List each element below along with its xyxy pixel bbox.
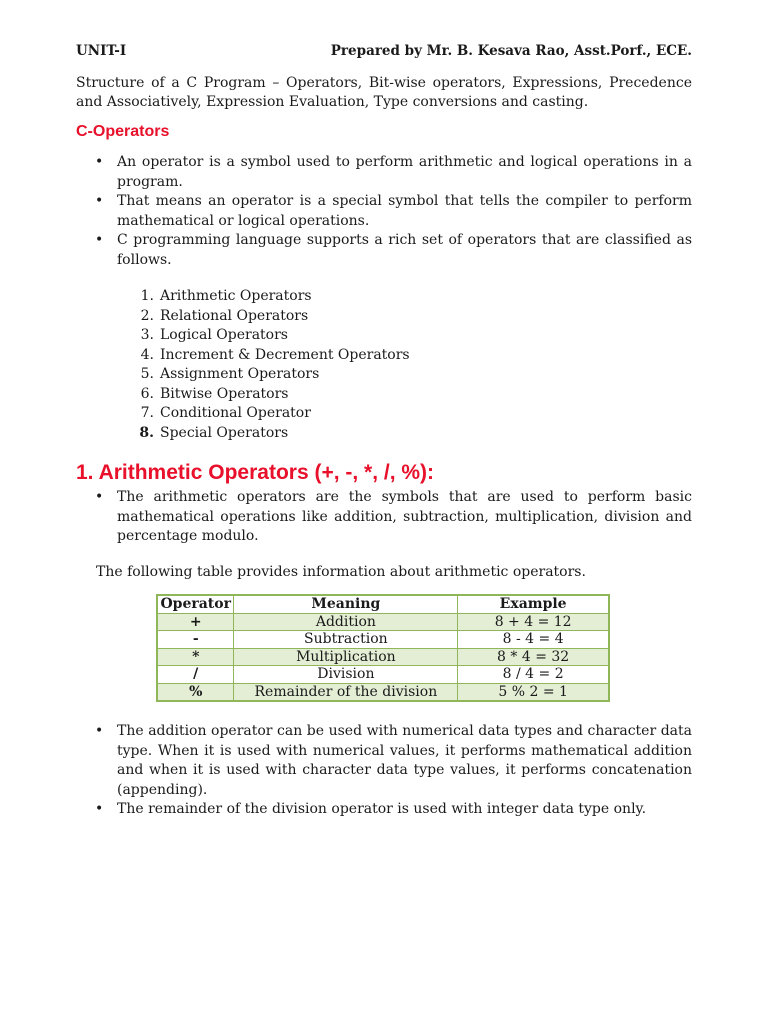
list-item: • The remainder of the division operator is used with integer data type only. — [117, 800, 692, 820]
operator-bullets — [76, 153, 692, 270]
list-item: • The arithmetic operators are the symbols that are used to perform basic mathematical operations like addition, subtraction, multiplication, division and percentage modulo. — [117, 488, 692, 547]
arithmetic-heading: 1. Arithmetic Operators (+, -, *, /, %): — [76, 461, 435, 484]
list-item: 3. Logical Operators — [140, 327, 288, 343]
table-row: % Remainder of the division 5 % 2 = 1 — [157, 683, 609, 701]
list-item: 2. Relational Operators — [140, 307, 309, 324]
arithmetic-bullets — [76, 488, 692, 547]
column-header: Meaning — [234, 595, 458, 613]
table-row: * Multiplication 8 * 4 = 32 — [157, 648, 609, 666]
list-item: • An operator is a symbol used to perform arithmetic and logical operations in a program. — [117, 153, 692, 192]
column-header: Example — [458, 595, 609, 613]
table-row: / Division 8 / 4 = 2 — [157, 666, 609, 684]
page-header — [76, 42, 692, 62]
notes-bullets — [76, 722, 692, 820]
list-item: • That means an operator is a special symbol that tells the compiler to perform mathematical or logical operations. — [117, 192, 692, 231]
list-item: • The addition operator can be used with numerical data types and character data type. When it is used with numerical values, it performs mathematical addition and when it is used with character data type values, it performs concatenation (appending). — [117, 722, 692, 800]
list-item: 8. Special Operators — [139, 424, 289, 441]
section-title: C-Operators — [76, 122, 170, 140]
list-item: 6. Bitwise Operators — [140, 385, 289, 402]
author-line: Prepared by Mr. B. Kesava Rao, Asst.Porf., ECE. — [330, 43, 692, 59]
column-header: Operator — [157, 595, 234, 613]
table-row: + Addition 8 + 4 = 12 — [157, 613, 609, 631]
unit-label: UNIT-I — [76, 43, 127, 59]
list-item: 4. Increment & Decrement Operators — [140, 346, 410, 363]
list-item: • C programming language supports a rich set of operators that are classified as follows. — [117, 231, 692, 270]
list-item: 7. Conditional Operator — [140, 405, 311, 421]
table-intro: The following table provides information about arithmetic operators. — [96, 563, 586, 580]
table-header-row — [157, 595, 609, 613]
list-item: 5. Assignment Operators — [140, 366, 320, 382]
document-page — [76, 42, 692, 820]
table-row: - Subtraction 8 - 4 = 4 — [157, 631, 609, 649]
arithmetic-table — [156, 594, 610, 702]
intro-paragraph: Structure of a C Program – Operators, Bit-wise operators, Expressions, Precedence and Associatively, Expression Evaluation, Type conversions and casting. — [76, 74, 692, 110]
operator-types-list — [76, 287, 692, 443]
list-item: 1. Arithmetic Operators — [140, 288, 312, 304]
